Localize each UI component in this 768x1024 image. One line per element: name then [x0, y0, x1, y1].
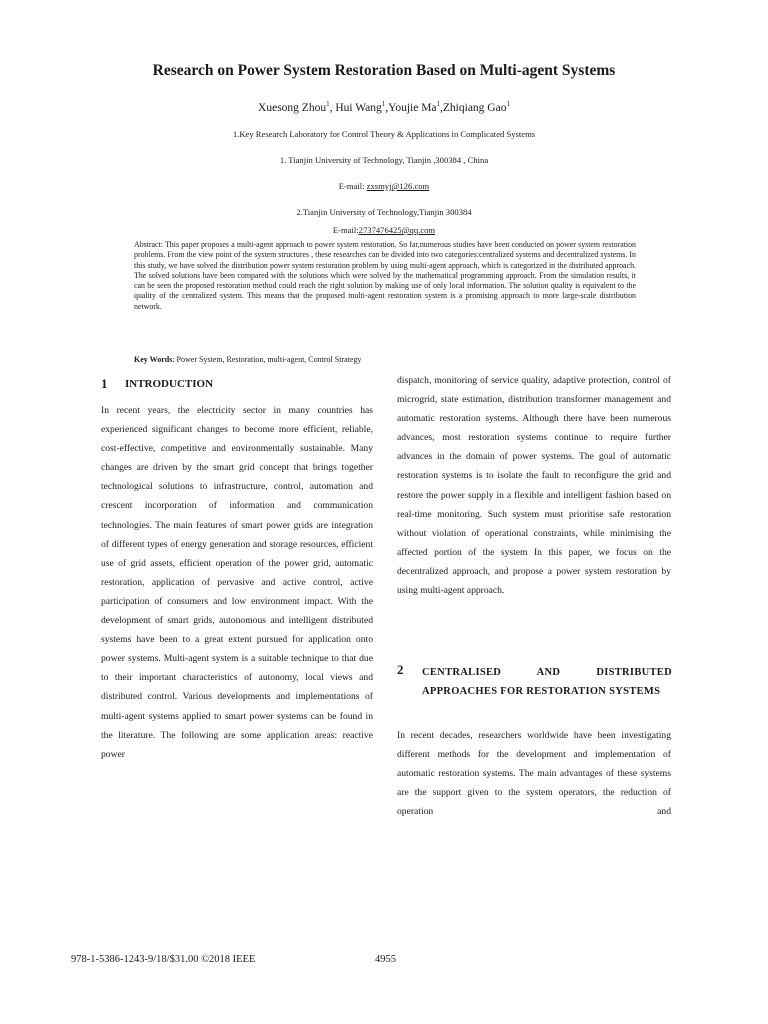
- body-text-section-2: In recent decades, researchers worldwide have been investigating different methods for the development and implementation of automatic restoration systems. The main advantages of these systems are the support given to the system operators, the reduction of operation and: [397, 730, 671, 818]
- section-heading: INTRODUCTION: [125, 378, 214, 390]
- keywords-text: : Power System, Restoration, multi-agent, Control Strategy: [172, 355, 362, 364]
- email-line: [40, 181, 728, 191]
- author-list: Xuesong Zhou$^1$, Hui Wang$^1$,Youjie Ma$^1$,Zhiqiang Gao$^1$: [258, 100, 510, 114]
- body-text-column-right: dispatch, monitoring of service quality, adaptive protection, control of microgrid, state estimation, distribution transformer management and automatic restoration systems. Although there have been numerous advances, most restoration systems continue to require further advances in the domain of power systems. The goal of automatic restoration systems is to isolate the fault to reconfigure the grid and restore the power supply in a flexible and intelligent fashion based on real-time monitoring. Such system must prioritise safe restoration without violation of operational constraints, while minimising the affected portion of the system In this paper, we focus on the decentralized approach, and propose a power system restoration by using multi-agent approach.: [397, 375, 671, 597]
- author-name: Xuesong Zhou: [258, 102, 327, 114]
- address-line: 1. Tianjin University of Technology, Tianjin ,300384 , China: [279, 155, 489, 165]
- section-number: 1: [101, 376, 108, 391]
- email-label: E-mail:: [338, 181, 367, 191]
- email-link[interactable]: zxsmyj@126.com: [366, 181, 430, 191]
- author-affiliation-mark: 1: [381, 100, 386, 109]
- keywords-label: Key Words: [134, 355, 173, 364]
- author-affiliation-mark: 1: [436, 100, 441, 109]
- author-name: Youjie Ma: [388, 102, 437, 114]
- address-line-2: 2.Tianjin University of Technology,Tianjin 300384: [296, 207, 472, 217]
- paper-title: Research on Power System Restoration Based on Multi-agent Systems: [152, 62, 616, 79]
- author-name: Zhiqiang Gao: [442, 102, 507, 114]
- section-number: 2: [397, 662, 404, 677]
- author-name: Hui Wang: [335, 102, 382, 114]
- body-text-column-left: In recent years, the electricity sector in many countries has experienced significant changes to become more efficient, reliable, cost-effective, competitive and environmentally sustainable. Many changes are driven by the smart grid concept that brings together technological solutions to infrastructure, control, automation and crescent incorporation of information and communication technologies. The main features of smart power grids are integration of different types of energy generation and storage resources, efficient use of grid assets, efficient operation of the power grid, automatic restoration, application of pervasive and active control, active participation of consumers and low environment impact. With the development of smart grids, autonomous and intelligent distributed systems have been to a great extent pursued for application onto power systems. Multi-agent system is a suitable technique to that due to their important characteristics of autonomy, local views and distributed control. Various developments and implementations of multi-agent systems applied to smart power systems can be found in the literature. The following are some application areas: reactive power: [101, 405, 373, 760]
- affiliation-line: 1.Key Research Laboratory for Control Theory & Applications in Complicated Systems: [232, 129, 536, 139]
- email-line-2: [40, 225, 728, 235]
- email-label: E-mail:: [332, 225, 359, 235]
- email-link[interactable]: 2737476425@qq.com: [358, 225, 436, 235]
- copyright-footer: 978-1-5386-1243-9/18/$31.00 ©2018 IEEE: [71, 954, 256, 965]
- abstract: Abstract: This paper proposes a multi-agent approach to power system restoration. So far,numerous studies have been conducted on power system restoration problems. From the view point of the system structures , these researches can be divided into two categories:centralized systems and decentralized systems. In this study, we have solved the distribution power system restoration problem by using multi-agent approach, which is categorized in the distributed approach. The solved solutions have been compared with the solutions which were solved by the mathematical programming approach. From the simulation results, it can be seen the proposed restoration method could reach the right solution by making use of only local information. The solution quality is equivalent to the quality of the centralized system. This means that the proposed multi-agent restoration system is a promising approach to more large-scale distribution network.: [134, 240, 636, 311]
- author-affiliation-mark: 1: [506, 100, 510, 109]
- keywords-line: [134, 355, 636, 364]
- author-affiliation-mark: 1: [326, 100, 330, 109]
- page-number: 4955: [375, 954, 396, 965]
- section-heading: CENTRALISED AND DISTRIBUTED APPROACHES FOR RESTORATION SYSTEMS: [422, 667, 672, 697]
